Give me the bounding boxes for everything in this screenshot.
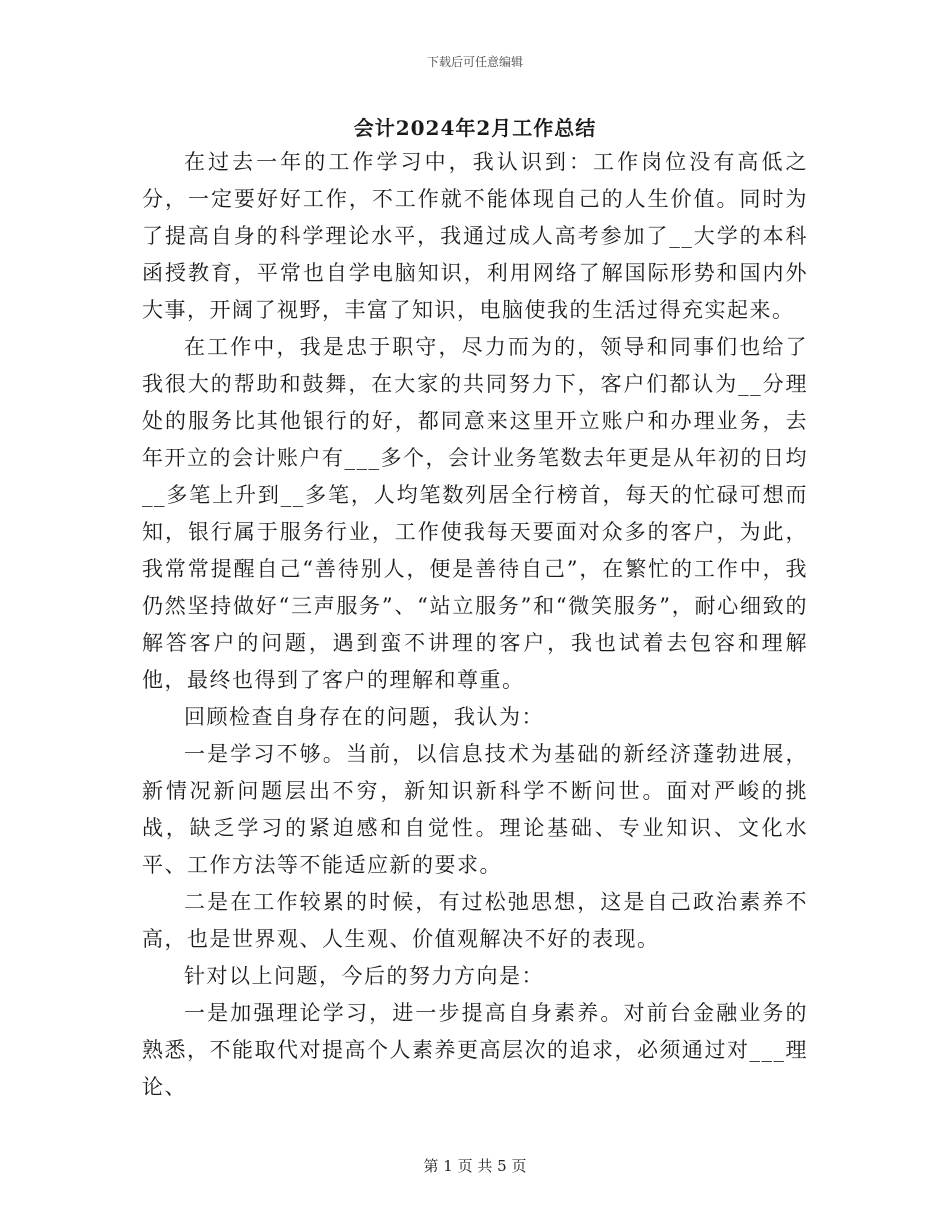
page-header-note: 下载后可任意编辑 (426, 55, 523, 69)
document-title: 会计2024年2月工作总结 (353, 116, 597, 140)
paragraph-6: 针对以上问题，今后的努力方向是： (184, 964, 544, 988)
paragraph-7: 一是加强理论学习，进一步提高自身素养。对前台金融业务的熟悉，不能取代对提高个人素养更高层次的追求，必须通过对___理论、 (142, 1001, 808, 1099)
paragraph-5: 二是在工作较累的时候，有过松弛思想，这是自己政治素养不高，也是世界观、人生观、价值观解决不好的表现。 (142, 890, 808, 951)
paragraph-1: 在过去一年的工作学习中，我认识到：工作岗位没有高低之分，一定要好好工作，不工作就不能体现自己的人生价值。同时为了提高自身的科学理论水平，我通过成人高考参加了__大学的本科函授教育，平常也自学电脑知识，利用网络了解国际形势和国内外大事，开阔了视野，丰富了知识，电脑使我的生活过得充实起来。 (142, 150, 808, 322)
paragraph-4: 一是学习不够。当前，以信息技术为基础的新经济蓬勃进展，新情况新问题层出不穷，新知识新科学不断问世。面对严峻的挑战，缺乏学习的紧迫感和自觉性。理论基础、专业知识、文化水平、工作方法等不能适应新的要求。 (142, 742, 808, 877)
paragraph-3: 回顾检查自身存在的问题，我认为： (184, 705, 544, 729)
document-body (142, 144, 808, 1106)
page-number-footer: 第 1 页 共 5 页 (423, 1157, 527, 1175)
paragraph-2: 在工作中，我是忠于职守，尽力而为的，领导和同事们也给了我很大的帮助和鼓舞，在大家的共同努力下，客户们都认为__分理处的服务比其他银行的好，都同意来这里开立账户和办理业务，去年开立的会计账户有___多个，会计业务笔数去年更是从年初的日均__多笔上升到__多笔，人均笔数列居全行榜首，每天的忙碌可想而知，银行属于服务行业，工作使我每天要面对众多的客户，为此，我常常提醒自己“善待别人，便是善待自己”，在繁忙的工作中，我仍然坚持做好“三声服务”、“站立服务”和“微笑服务”，耐心细致的解答客户的问题，遇到蛮不讲理的客户，我也试着去包容和理解他，最终也得到了客户的理解和尊重。 (142, 335, 808, 692)
